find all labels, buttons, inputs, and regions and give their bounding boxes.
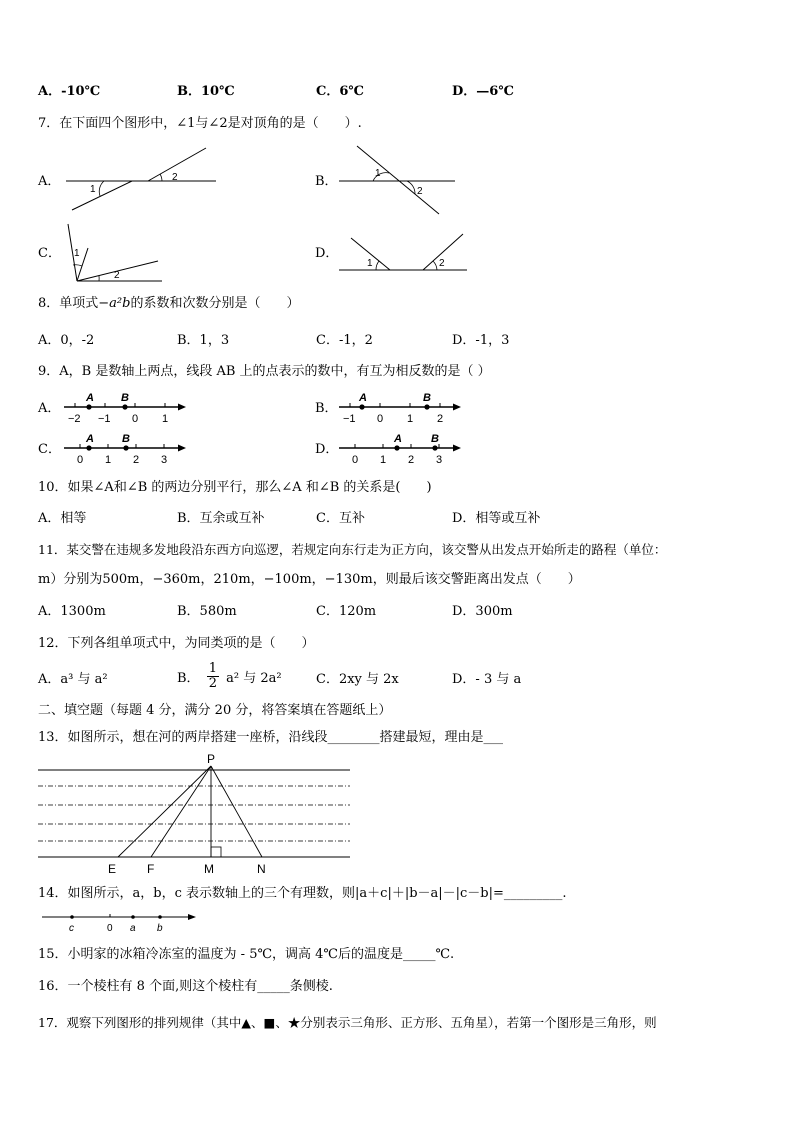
q9d-tick-1: 0	[352, 454, 359, 466]
q12-option-c: C．2xy 与 2x	[316, 672, 399, 687]
q7-label-c: C．	[38, 246, 61, 261]
q9b-tick-3: 1	[407, 413, 414, 425]
q13-river-figure	[36, 752, 356, 876]
q8-option-a: A．0，-2	[38, 333, 95, 348]
q7-label-b: B．	[315, 174, 338, 189]
q11-option-a: A．1300m	[38, 604, 106, 619]
q7c-angle2-label: 2	[114, 270, 120, 281]
q6-option-b: B．10℃	[177, 84, 235, 99]
q8-monomial: −a²b	[98, 296, 131, 311]
q13-point-n: N	[257, 862, 266, 876]
q9b-tick-1: −1	[343, 413, 356, 425]
q14-label-b: b	[157, 923, 163, 934]
q9d-point-b: B	[431, 433, 439, 445]
q9a-point-a: A	[86, 392, 94, 404]
q14-label-zero: 0	[107, 923, 113, 934]
q9d-point-a: A	[394, 433, 402, 445]
q9-label-c: C．	[38, 442, 61, 457]
q9-stem: 9．A，B 是数轴上两点，线段 AB 上的点表示的数中，有互为相反数的是（ ）	[38, 364, 491, 379]
q9c-point-a: A	[86, 433, 94, 445]
q9-axis-a	[60, 389, 190, 425]
q10-stem: 10．如果∠A和∠B 的两边分别平行，那么∠A 和∠B 的关系是( )	[38, 480, 432, 495]
q7-label-d: D．	[315, 246, 339, 261]
q7d-angle1-label: 1	[367, 258, 373, 269]
q8-option-c: C．-1，2	[316, 333, 373, 348]
q9a-point-b: B	[121, 392, 129, 404]
q14-label-c: c	[69, 923, 74, 934]
q16-stem: 16．一个棱柱有 8 个面,则这个棱柱有_____条侧棱.	[38, 979, 333, 994]
q9-label-a: A．	[38, 401, 61, 416]
q11-stem-line2: m）分别为500m，−360m，210m，−100m，−130m，则最后该交警距离出发点（ ）	[38, 572, 581, 587]
q12-fraction	[207, 662, 219, 691]
section-fill-in-heading: 二、填空题（每题 4 分，满分 20 分，将答案填在答题纸上）	[38, 703, 392, 718]
q13-point-m: M	[204, 862, 214, 876]
q14-stem: 14．如图所示，a，b，c 表示数轴上的三个有理数，则|a＋c|＋|b－a|－|c－b|=_________.	[38, 886, 567, 901]
q9b-point-a: A	[359, 392, 367, 404]
q9b-point-b: B	[423, 392, 431, 404]
q9b-tick-2: 0	[377, 413, 384, 425]
q9c-tick-4: 3	[161, 454, 168, 466]
q9a-tick-2: −1	[98, 413, 111, 425]
q7-figure-b	[335, 140, 465, 216]
q14-label-a: a	[130, 923, 136, 934]
q7-figure-c	[58, 218, 168, 286]
q10-option-b: B．互余或互补	[177, 511, 265, 526]
q8-stem	[38, 296, 299, 312]
q9c-point-b: B	[122, 433, 130, 445]
q12-stem: 12．下列各组单项式中，为同类项的是（ ）	[38, 636, 315, 651]
q12-option-a: A．a³ 与 a²	[38, 672, 108, 687]
q8-option-d: D．-1，3	[452, 333, 510, 348]
q15-stem: 15．小明家的冰箱冷冻室的温度为 - 5℃，调高 4℃后的温度是_____℃.	[38, 947, 455, 962]
q12-option-b	[177, 662, 282, 691]
q11-option-b: B．580m	[177, 604, 237, 619]
q9d-tick-3: 2	[408, 454, 415, 466]
q10-option-c: C．互补	[316, 511, 365, 526]
q6-option-d: D．—6℃	[452, 84, 514, 99]
q12-option-d: D．- 3 与 a	[452, 672, 522, 687]
q6-option-a: A．-10℃	[38, 84, 101, 99]
q11-stem-line1: 11．某交警在违规多发地段沿东西方向巡逻，若规定向东行走为正方向，该交警从出发点开始所走的路程（单位：	[38, 542, 667, 557]
q9-label-d: D．	[315, 442, 339, 457]
q7b-angle2-label: 2	[417, 186, 423, 197]
q10-option-d: D．相等或互补	[452, 511, 541, 526]
q9-axis-d	[335, 430, 465, 466]
q7-figure-d	[335, 230, 475, 276]
q7a-angle1-label: 1	[90, 184, 96, 195]
q12-option-b-label: B．	[177, 671, 200, 686]
q8-stem-pre: 8．单项式	[38, 296, 99, 311]
q13-point-p: P	[207, 752, 216, 766]
q9a-tick-3: 0	[132, 413, 139, 425]
q9d-tick-2: 1	[380, 454, 387, 466]
q9-axis-c	[60, 430, 190, 466]
q9-label-b: B．	[315, 401, 338, 416]
q9b-tick-4: 2	[437, 413, 444, 425]
q7-stem: 7．在下面四个图形中，∠1与∠2是对顶角的是（ ）.	[38, 116, 362, 131]
q12-fraction-numerator: 1	[208, 661, 217, 676]
q9a-tick-4: 1	[162, 413, 169, 425]
q7a-angle2-label: 2	[172, 172, 178, 183]
q9d-tick-4: 3	[436, 454, 443, 466]
q14-number-line	[40, 909, 200, 935]
q12-fraction-denominator: 2	[208, 676, 217, 691]
q9c-tick-3: 2	[133, 454, 140, 466]
q7d-angle2-label: 2	[439, 258, 445, 269]
q9-axis-b	[335, 389, 465, 425]
q17-stem: 17．观察下列图形的排列规律（其中▲、■、★分别表示三角形、正方形、五角星），若第一个图形是三角形，则	[38, 1015, 657, 1030]
q13-point-f: F	[147, 862, 155, 876]
q13-point-e: E	[108, 862, 117, 876]
q11-option-d: D．300m	[452, 604, 513, 619]
q8-stem-post: 的系数和次数分别是（ ）	[130, 296, 300, 311]
q7-figure-a	[60, 140, 220, 212]
q6-option-c: C．6℃	[316, 84, 364, 99]
q10-option-a: A．相等	[38, 511, 87, 526]
q9c-tick-1: 0	[77, 454, 84, 466]
q12-option-b-rest: a² 与 2a²	[226, 671, 282, 686]
q7-label-a: A．	[38, 174, 61, 189]
q13-stem: 13．如图所示，想在河的两岸搭建一座桥，沿线段________搭建最短，理由是___	[38, 730, 504, 745]
q9a-tick-1: −2	[68, 413, 81, 425]
q11-option-c: C．120m	[316, 604, 377, 619]
q7b-angle1-label: 1	[375, 168, 381, 179]
q8-option-b: B．1，3	[177, 333, 230, 348]
q7c-angle1-label: 1	[74, 248, 80, 259]
q9c-tick-2: 1	[105, 454, 112, 466]
